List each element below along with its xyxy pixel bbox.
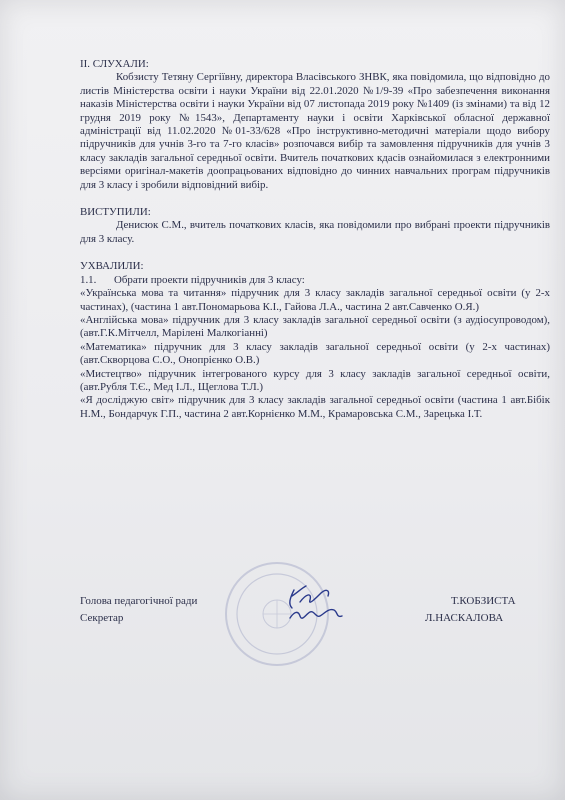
- section-gap: [80, 246, 550, 260]
- section-gap: [80, 192, 550, 206]
- textbook-entry: «Мистецтво» підручник інтегрованого курсу для 3 класу закладів загальної середньої освіти, (авт.Рубля Т.Є., Мед І.Л., Щеглова Т.Л.): [80, 367, 550, 393]
- spoke-paragraph: Денисюк С.М., вчитель початкових класів, яка повідомили про вибрані проекти підручників для 3 класу.: [80, 219, 550, 245]
- signature-block: [80, 593, 550, 627]
- secretary-name: Л.НАСКАЛОВА: [425, 612, 504, 624]
- secretary-role: Секретар: [80, 612, 124, 624]
- chair-name: Т.КОБЗИСТА: [451, 595, 516, 607]
- textbook-entry: «Математика» підручник для 3 класу закладів загальної середньої освіти (у 2-х частинах) (авт.Скворцова С.О., Онопрієнко О.В.): [80, 340, 550, 367]
- minutes-body: [80, 58, 550, 421]
- resolution-item-number: 1.1.: [80, 273, 97, 286]
- textbook-entry: «Українська мова та читання» підручник для 3 класу закладів загальної середньої освіти (у 2-х частинах), (частина 1 авт.Пономарьова К.І., Гайова Л.А., частина 2 авт.Савченко О.Я.): [80, 287, 550, 313]
- heard-heading: ІІ. СЛУХАЛИ:: [80, 58, 149, 70]
- resolution-item: [80, 274, 550, 287]
- secretary-signature-row: [80, 610, 550, 627]
- spoke-heading: ВИСТУПИЛИ:: [80, 206, 151, 219]
- chair-role: Голова педагогічної ради: [80, 595, 198, 607]
- resolved-heading: УХВАЛИЛИ:: [80, 260, 144, 273]
- textbook-entry: «Я досліджую світ» підручник для 3 класу закладів загальної середньої освіти (частина 1 авт.Бібік Н.М., Бондарчук Г.П., частина 2 авт.Корнієнко М.М., Крамаровська С.М., Зарецька І.Т.: [80, 394, 550, 420]
- textbook-entry: «Англійська мова» підручник для 3 класу закладів загальної середньої освіти (з аудіосупроводом), (авт.Г.К.Мітчелл, Марілені Малкогіанні): [80, 313, 550, 340]
- resolution-item-text: Обрати проекти підручників для 3 класу:: [114, 273, 305, 286]
- heard-paragraph: Кобзисту Тетяну Сергіївну, директора Власівського ЗНВК, яка повідомила, що відповідно до листів Міністерства освіти і науки України від 22.01.2020 №1/9-39 «Про забезпечення виконання наказів Міністерства освіти і науки України від 07 листопада 2019 року №1409 (із змінами) та від 12 грудня 2019 року №1543», Департаменту науки і освіти Харківської обласної державної адміністрації від 11.02.2020 №01-33/628 «Про інструктивно-методичні матеріали щодо вибору підручників для учнів 3-го та 7-го класів» розпочався вибір та замовлення підручників для учнів 3 класу закладів загальної середньої освіти. Вчитель початкових кдасів ознайомилася з електронними версіями оригінал-макетів доопрацьованих відповідно до чинних навчальних програм підручників для 3 класу і зробили відповідний вибір.: [80, 71, 550, 191]
- chair-signature-row: [80, 593, 550, 610]
